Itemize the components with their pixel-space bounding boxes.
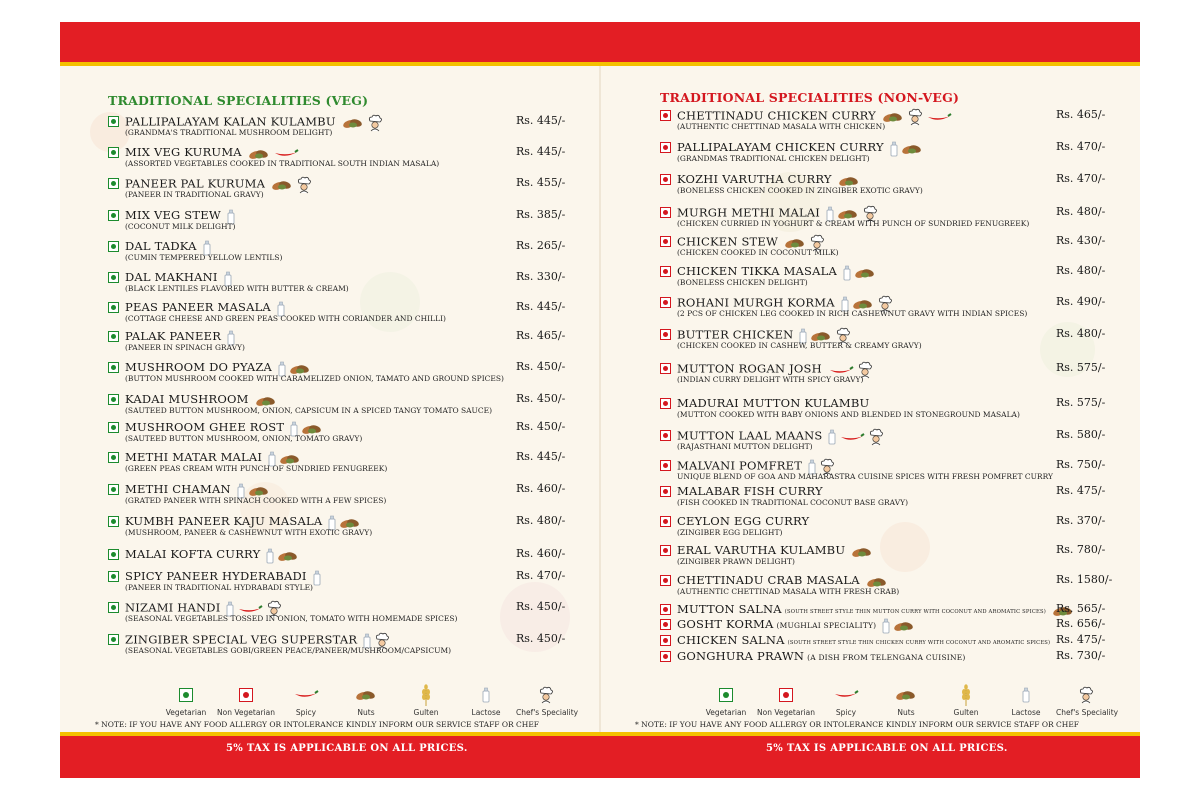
legend-item — [336, 684, 396, 717]
menu-item-price: Rs. 656/- — [1056, 617, 1106, 630]
legend-label: Nuts — [357, 708, 375, 717]
chilli-icon — [816, 684, 876, 706]
non-vegetarian-mark-icon — [660, 142, 671, 153]
menu-item-price: Rs. 480/- — [1056, 205, 1106, 218]
menu-item — [108, 482, 568, 512]
nuts-icon — [277, 550, 299, 565]
menu-item-name-text: MADURAI MUTTON KULAMBU — [677, 396, 870, 410]
menu-item-price: Rs. 565/- — [1056, 602, 1106, 615]
vegetarian-mark-icon — [108, 602, 119, 613]
menu-item-name-text: KADAI MUSHROOM — [125, 392, 249, 406]
legend-item — [216, 684, 276, 717]
non-vegetarian-mark-icon — [660, 236, 671, 247]
menu-item — [660, 234, 1120, 264]
menu-item-price: Rs. 730/- — [1056, 649, 1106, 662]
vegetarian-mark-icon — [108, 272, 119, 283]
nuts-icon — [854, 267, 876, 282]
menu-item-price: Rs. 445/- — [516, 300, 566, 313]
legend-item — [756, 684, 816, 717]
menu-item-price: Rs. 445/- — [516, 450, 566, 463]
menu-item-price: Rs. 465/- — [1056, 108, 1106, 121]
non-vegetarian-mark-icon — [660, 575, 671, 586]
menu-item-description: (CHICKEN COOKED IN COCONUT MILK) — [677, 248, 839, 257]
menu-item-price: Rs. 580/- — [1056, 428, 1106, 441]
menu-item — [108, 569, 568, 599]
menu-item-name-text: BUTTER CHICKEN — [677, 327, 794, 342]
menu-item-name-text: PALLIPALAYAM KALAN KULAMBU — [125, 114, 336, 129]
legend-item — [276, 684, 336, 717]
page-fold — [599, 66, 601, 732]
chilli-icon — [926, 112, 952, 126]
menu-item-name-text: MUTTON ROGAN JOSH — [677, 361, 822, 376]
menu-item-inline-desc: (SOUTH STREET STYLE THIN CHICKEN CURRY WITH COCONUT AND AROMATIC SPICES) — [787, 640, 1051, 646]
menu-item-price: Rs. 750/- — [1056, 458, 1106, 471]
milk-icon — [266, 548, 274, 567]
menu-item-name-text: METHI CHAMAN — [125, 482, 231, 496]
legend-label: Non Vegetarian — [217, 708, 275, 717]
menu-item-name-text: MUTTON LAAL MAANS — [677, 428, 823, 443]
menu-item-description: (SAUTEED BUTTON MUSHROOM, ONION, TOMATO GRAVY) — [125, 434, 363, 443]
menu-item-price: Rs. 480/- — [516, 514, 566, 527]
menu-item-price: Rs. 265/- — [516, 239, 566, 252]
menu-item-name-text: CHICKEN TIKKA MASALA — [677, 264, 837, 278]
menu-item — [660, 484, 1120, 514]
menu-item — [108, 176, 568, 206]
vegetarian-mark-icon — [108, 147, 119, 158]
menu-item-description: (FISH COOKED IN TRADITIONAL COCONUT BASE GRAVY) — [677, 498, 909, 507]
legend-label: Lactose — [1011, 708, 1041, 717]
menu-item-description: (GRANDMA'S TRADITIONAL MUSHROOM DELIGHT) — [125, 128, 333, 137]
menu-item-name-text: DAL MAKHANI — [125, 270, 218, 284]
menu-item-name-text: PALAK PANEER — [125, 329, 222, 343]
legend-item — [156, 684, 216, 717]
legend-item — [816, 684, 876, 717]
menu-item-description: (BLACK LENTILES FLAVORED WITH BUTTER & CREAM) — [125, 284, 349, 293]
menu-item — [108, 208, 568, 238]
non-vegetarian-mark-icon — [660, 635, 671, 646]
menu-item-description: (SEASONAL VEGETABLES GOBI/GREEN PEACE/PANEER/MUSHROOM/CAPSICUM) — [125, 646, 452, 655]
menu-item — [660, 264, 1120, 294]
chef-icon — [296, 176, 312, 197]
menu-item — [660, 361, 1120, 391]
non-vegetarian-mark-icon — [660, 460, 671, 471]
non-vegetarian-mark-icon — [660, 516, 671, 527]
menu-item-name-text: MURGH METHI MALAI — [677, 205, 821, 220]
menu-item-name-text: ZINGIBER SPECIAL VEG SUPERSTAR — [125, 632, 358, 647]
menu-item — [660, 327, 1120, 357]
non-vegetarian-mark-icon — [660, 110, 671, 121]
menu-item-name-text: PALLIPALAYAM CHICKEN CURRY — [677, 140, 884, 154]
vegetarian-mark-icon — [108, 549, 119, 560]
vegetarian-mark-icon — [108, 210, 119, 221]
menu-item-description: (SAUTEED BUTTON MUSHROOM, ONION, CAPSICUM IN A SPICED TANGY TOMATO SAUCE) — [125, 406, 493, 415]
menu-item-description: (BONELESS CHICKEN DELIGHT) — [677, 278, 808, 287]
menu-item-name-text: CHETTINADU CHICKEN CURRY — [677, 108, 876, 123]
milk-icon — [456, 684, 516, 706]
menu-item-description: (COTTAGE CHEESE AND GREEN PEAS COOKED WITH CORIANDER AND CHILLI) — [125, 314, 446, 323]
top-banner — [60, 22, 1140, 62]
menu-item — [108, 600, 568, 630]
chef-icon — [1056, 684, 1116, 706]
menu-item-name-text: SPICY PANEER HYDERABADI — [125, 569, 307, 583]
menu-item-price: Rs. 475/- — [1056, 633, 1106, 646]
non-vegetarian-mark-icon — [660, 207, 671, 218]
allergy-note-right: * NOTE: IF YOU HAVE ANY FOOD ALLERGY OR INTOLERANCE KINDLY INFORM OUR SERVICE STAFF OR CHEF — [635, 720, 1079, 729]
menu-item-price: Rs. 450/- — [516, 420, 566, 433]
menu-item-name — [677, 633, 1050, 647]
allergy-note-left: * NOTE: IF YOU HAVE ANY FOOD ALLERGY OR INTOLERANCE KINDLY INFORM OUR SERVICE STAFF OR CHEF — [95, 720, 539, 729]
legend-label: Chef's Speciality — [1056, 708, 1119, 717]
menu-item-description: (2 PCS OF CHICKEN LEG COOKED IN RICH CASHEWNUT GRAVY WITH INDIAN SPICES) — [677, 309, 1028, 318]
vegetarian-mark-icon — [108, 302, 119, 313]
menu-item-name-text: GONGHURA PRAWN — [677, 649, 805, 663]
menu-item-description: (PANEER IN SPINACH GRAVY) — [125, 343, 245, 352]
menu-item — [660, 172, 1120, 202]
nuts-icon — [336, 684, 396, 706]
menu-item-name-text: PANEER PAL KURUMA — [125, 176, 266, 191]
vegetarian-mark-icon — [108, 571, 119, 582]
nuts-icon — [851, 546, 873, 561]
menu-item-price: Rs. 575/- — [1056, 396, 1106, 409]
menu-item-name-text: CHETTINADU CRAB MASALA — [677, 573, 860, 587]
menu-item-description: (RAJASTHANI MUTTON DELIGHT) — [677, 442, 813, 451]
menu-item-inline-desc: (MUGHLAI SPECIALITY) — [776, 621, 877, 630]
vegetarian-mark-icon — [696, 684, 756, 706]
non-vegetarian-mark-icon — [660, 363, 671, 374]
menu-item — [660, 543, 1120, 573]
menu-item-price: Rs. 480/- — [1056, 264, 1106, 277]
vegetarian-mark-icon — [108, 516, 119, 527]
wheat-icon — [396, 684, 456, 706]
menu-item-inline-desc: (SOUTH STREET STYLE THIN MUTTON CURRY WITH COCONUT AND AROMATIC SPICES) — [784, 609, 1046, 615]
wheat-icon — [936, 684, 996, 706]
menu-item-description: (CHICKEN COOKED IN CASHEW, BUTTER & CREAMY GRAVY) — [677, 341, 922, 350]
menu-item-price: Rs. 455/- — [516, 176, 566, 189]
legend-item — [396, 684, 456, 717]
menu-item-description: (CUMIN TEMPERED YELLOW LENTILS) — [125, 253, 283, 262]
menu-item-price: Rs. 370/- — [1056, 514, 1106, 527]
non-vegetarian-mark-icon — [660, 174, 671, 185]
menu-item-name-text: CEYLON EGG CURRY — [677, 514, 810, 528]
menu-item — [660, 649, 1120, 679]
menu-item-name-text: MALVANI POMFRET — [677, 458, 803, 473]
menu-item — [108, 329, 568, 359]
menu-item-description: (PANEER IN TRADITIONAL HYDRABADI STYLE) — [125, 583, 313, 592]
menu-item-name-text: MUTTON SALNA — [677, 602, 782, 616]
menu-item-price: Rs. 450/- — [516, 392, 566, 405]
menu-item-description: (MUTTON COOKED WITH BABY ONIONS AND BLENDED IN STONEGROUND MASALA) — [677, 410, 1020, 419]
legend-item — [516, 684, 579, 717]
menu-item — [108, 114, 568, 144]
menu-item-price: Rs. 450/- — [516, 632, 566, 645]
menu-item-name-text: MALAI KOFTA CURRY — [125, 547, 261, 561]
menu-item-name-text: METHI MATAR MALAI — [125, 450, 263, 464]
menu-item-name — [677, 649, 966, 663]
legend-label: Chef's Speciality — [516, 708, 579, 717]
nuts-icon — [876, 684, 936, 706]
menu-item-price: Rs. 490/- — [1056, 295, 1106, 308]
menu-item-description: (COCONUT MILK DELIGHT) — [125, 222, 236, 231]
menu-item-name-text: PEAS PANEER MASALA — [125, 300, 271, 314]
chilli-icon — [839, 432, 865, 446]
menu-item — [660, 396, 1120, 426]
chef-icon — [907, 108, 923, 129]
dietary-icons — [882, 108, 955, 129]
menu-item-name-text: KUMBH PANEER KAJU MASALA — [125, 514, 323, 528]
menu-item-price: Rs. 385/- — [516, 208, 566, 221]
menu-item — [108, 450, 568, 480]
dietary-icons — [313, 570, 324, 589]
vegetarian-mark-icon — [108, 116, 119, 127]
menu-item-name-text: MIX VEG STEW — [125, 208, 221, 222]
menu-item-price: Rs. 460/- — [516, 482, 566, 495]
menu-item — [108, 300, 568, 330]
non-vegetarian-mark-icon — [660, 398, 671, 409]
menu-item — [108, 392, 568, 422]
menu-item — [660, 140, 1120, 170]
menu-item-price: Rs. 575/- — [1056, 361, 1106, 374]
menu-item-price: Rs. 450/- — [516, 600, 566, 613]
menu-item-price: Rs. 430/- — [1056, 234, 1106, 247]
menu-item-price: Rs. 475/- — [1056, 484, 1106, 497]
dietary-icons — [266, 548, 302, 567]
non-vegetarian-mark-icon — [660, 430, 671, 441]
dietary-icons — [271, 176, 315, 197]
dietary-icons — [851, 545, 876, 561]
menu-item — [660, 205, 1120, 235]
chef-icon — [516, 684, 576, 706]
menu-item-description: (PANEER IN TRADITIONAL GRAVY) — [125, 190, 264, 199]
vegetarian-mark-icon — [108, 422, 119, 433]
menu-item — [108, 420, 568, 450]
menu-item — [660, 514, 1120, 544]
legend-label: Gulten — [953, 708, 979, 717]
menu-item-description: (INDIAN CURRY DELIGHT WITH SPICY GRAVY) — [677, 375, 864, 384]
legend-label: Gulten — [413, 708, 439, 717]
legend-label: Vegetarian — [165, 708, 207, 717]
menu-item-description: (GRATED PANEER WITH SPINACH COOKED WITH A FEW SPICES) — [125, 496, 387, 505]
vegetarian-mark-icon — [108, 484, 119, 495]
dietary-icons — [828, 428, 887, 449]
menu-item-name-text: CHICKEN SALNA — [677, 633, 785, 647]
non-vegetarian-mark-icon — [216, 684, 276, 706]
menu-item-name-text: MUSHROOM DO PYAZA — [125, 360, 273, 374]
vegetarian-mark-icon — [108, 178, 119, 189]
menu-item-price: Rs. 470/- — [516, 569, 566, 582]
dietary-icons — [843, 265, 879, 284]
menu-item-description: (ASSORTED VEGETABLES COOKED IN TRADITIONAL SOUTH INDIAN MASALA) — [125, 159, 440, 168]
nonveg-section-title: TRADITIONAL SPECIALITIES (NON-VEG) — [660, 90, 960, 105]
menu-item — [108, 270, 568, 300]
menu-item-price: Rs. 450/- — [516, 360, 566, 373]
menu-item-description: (BUTTON MUSHROOM COOKED WITH CARAMELIZED ONION, TAMATO AND GROUND SPICES) — [125, 374, 504, 383]
vegetarian-mark-icon — [108, 331, 119, 342]
menu-item-inline-desc: (A DISH FROM TELENGANA CUISINE) — [807, 653, 966, 662]
non-vegetarian-mark-icon — [756, 684, 816, 706]
menu-item-price: Rs. 460/- — [516, 547, 566, 560]
menu-item-description: (AUTHENTIC CHETTINAD MASALA WITH CHICKEN) — [677, 122, 886, 131]
menu-item — [108, 360, 568, 390]
menu-item-description: UNIQUE BLEND OF GOA AND MAHARASTRA CUISINE SPICES WITH FRESH POMFRET CURRY — [677, 472, 1053, 481]
veg-section-title: TRADITIONAL SPECIALITIES (VEG) — [108, 93, 369, 108]
non-vegetarian-mark-icon — [660, 266, 671, 277]
menu-item-name-text: MUSHROOM GHEE ROST — [125, 420, 285, 434]
menu-item — [108, 239, 568, 269]
menu-item-name-text: MIX VEG KURUMA — [125, 145, 242, 159]
menu-item-name — [677, 396, 869, 410]
menu-item-name-text: KOZHI VARUTHA CURRY — [677, 172, 832, 186]
menu-item-name-text: ROHANI MURGH KORMA — [677, 295, 835, 310]
menu-item — [660, 573, 1120, 603]
legend-label: Lactose — [471, 708, 501, 717]
menu-item-description: (SEASONAL VEGETABLES TOSSED IN ONION, TOMATO WITH HOMEMADE SPICES) — [125, 614, 458, 623]
legend-item — [876, 684, 936, 717]
vegetarian-mark-icon — [156, 684, 216, 706]
legend-item — [1056, 684, 1119, 717]
menu-item-description: (MUSHROOM, PANEER & CASHEWNUT WITH EXOTIC GRAVY) — [125, 528, 373, 537]
menu-item — [108, 632, 568, 662]
legend-item — [936, 684, 996, 717]
menu-item-name — [677, 484, 823, 498]
non-vegetarian-mark-icon — [660, 486, 671, 497]
menu-item — [108, 145, 568, 175]
menu-item-description: (AUTHENTIC CHETTINAD MASALA WITH FRESH CRAB) — [677, 587, 900, 596]
menu-page — [60, 22, 1140, 778]
tax-note-right: 5% TAX IS APPLICABLE ON ALL PRICES. — [766, 743, 1008, 754]
menu-item-name-text: GOSHT KORMA — [677, 617, 774, 631]
menu-item-name-text: DAL TADKA — [125, 239, 197, 253]
milk-icon — [843, 265, 851, 284]
dietary-icons — [342, 114, 386, 135]
menu-item-description: (BONELESS CHICKEN COOKED IN ZINGIBER EXOTIC GRAVY) — [677, 186, 923, 195]
menu-item-name-text: ERAL VARUTHA KULAMBU — [677, 543, 846, 557]
menu-item-price: Rs. 780/- — [1056, 543, 1106, 556]
nuts-icon — [271, 179, 293, 194]
chilli-icon — [276, 684, 336, 706]
chef-icon — [868, 428, 884, 449]
menu-item-price: Rs. 445/- — [516, 114, 566, 127]
non-vegetarian-mark-icon — [660, 545, 671, 556]
legend-item — [456, 684, 516, 717]
legend-label: Spicy — [295, 708, 317, 717]
vegetarian-mark-icon — [108, 634, 119, 645]
milk-icon — [313, 570, 321, 589]
legend-label: Vegetarian — [705, 708, 747, 717]
menu-item-price: Rs. 465/- — [516, 329, 566, 342]
menu-item-price: Rs. 1580/- — [1056, 573, 1113, 586]
legend-item — [696, 684, 756, 717]
non-vegetarian-mark-icon — [660, 604, 671, 615]
legend-label: Spicy — [835, 708, 857, 717]
tax-note-left: 5% TAX IS APPLICABLE ON ALL PRICES. — [226, 743, 468, 754]
legend-label: Nuts — [897, 708, 915, 717]
milk-icon — [996, 684, 1056, 706]
nuts-icon — [882, 111, 904, 126]
menu-item-name-text: MALABAR FISH CURRY — [677, 484, 823, 498]
nuts-icon — [901, 143, 923, 158]
menu-item-name-text: CHICKEN STEW — [677, 234, 779, 249]
menu-item-description: (GREEN PEAS CREAM WITH PUNCH OF SUNDRIED FENUGREEK) — [125, 464, 388, 473]
menu-item-description: (GRANDMAS TRADITIONAL CHICKEN DELIGHT) — [677, 154, 870, 163]
vegetarian-mark-icon — [108, 394, 119, 405]
menu-item-name — [125, 547, 302, 567]
vegetarian-mark-icon — [108, 241, 119, 252]
menu-item-name-text: NIZAMI HANDI — [125, 600, 221, 615]
non-vegetarian-mark-icon — [660, 619, 671, 630]
milk-icon — [828, 429, 836, 448]
menu-item — [660, 295, 1120, 325]
nuts-icon — [342, 117, 364, 132]
menu-item-price: Rs. 470/- — [1056, 172, 1106, 185]
menu-item — [660, 428, 1120, 458]
menu-item-price: Rs. 470/- — [1056, 140, 1106, 153]
vegetarian-mark-icon — [108, 452, 119, 463]
menu-item-description: (ZINGIBER EGG DELIGHT) — [677, 528, 783, 537]
menu-item-name — [677, 514, 809, 528]
non-vegetarian-mark-icon — [660, 297, 671, 308]
menu-item-description: (ZINGIBER PRAWN DELIGHT) — [677, 557, 795, 566]
dietary-icons — [890, 141, 926, 160]
chef-icon — [367, 114, 383, 135]
legend-label: Non Vegetarian — [757, 708, 815, 717]
menu-item-description: (CHICKEN CURRIED IN YOGHURT & CREAM WITH PUNCH OF SUNDRIED FENUGREEK) — [677, 219, 1030, 228]
menu-item — [108, 514, 568, 544]
non-vegetarian-mark-icon — [660, 329, 671, 340]
milk-icon — [890, 141, 898, 160]
menu-item-price: Rs. 330/- — [516, 270, 566, 283]
vegetarian-mark-icon — [108, 362, 119, 373]
non-vegetarian-mark-icon — [660, 651, 671, 662]
menu-item — [660, 108, 1120, 138]
legend-item — [996, 684, 1056, 717]
menu-item-price: Rs. 480/- — [1056, 327, 1106, 340]
menu-item-price: Rs. 445/- — [516, 145, 566, 158]
